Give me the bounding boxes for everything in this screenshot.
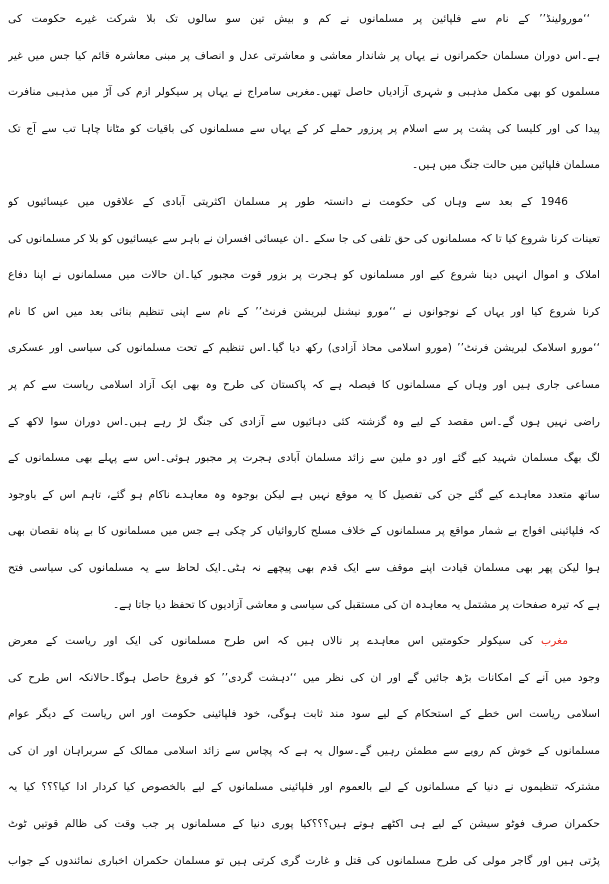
text-line: کہ فلپائینی افواج بے شمار مواقع پر مسلمانوں کے خلاف مسلح کاروائیاں کر چکی ہے جس میں مسلمانوں کا بے پناہ نقصان بھی xyxy=(8,524,600,538)
text-line-rest: کی سیکولر حکومتیں اس معاہدے پر نالاں ہیں کہ اس طرح مسلمانوں کی ایک اور ریاست کے معرض xyxy=(8,634,534,648)
text-line xyxy=(8,623,600,660)
text-line: مسلمانوں کے خوش کم رویے سے مطمئن رہیں گے۔سوال یہ ہے کہ پچاس سے زائد اسلامی ممالک کے سربراہان اور ان کی xyxy=(8,743,600,757)
text-line: ‘‘مورو اسلامک لبریشن فرنٹ’’ (مورو اسلامی محاذ آزادی) رکھ دیا گیا۔اس تنظیم کے تحت مسلمانوں کی سیاسی اور عسکری xyxy=(8,341,600,355)
text-line: املاک و اموال انہیں دینا شروع کیے اور مسلمانوں کو ہجرت پر بزور قوت مجبور کیا۔ان حالات میں مسلمانوں نے اپنا دفاع xyxy=(8,268,600,282)
text-line: ہے کہ تیرہ صفحات پر مشتمل یہ معاہدہ ان کی مستقبل کی سیاسی و معاشی آزادیوں کا تحفظ دیا جاتا ہے۔ xyxy=(112,597,600,611)
text-line: پڑتی ہیں اور گاجر مولی کی طرح مسلمانوں کی قتل و غارت گری کرتی ہیں تو مسلمان حکمران اخباری نمائندوں کے جواب xyxy=(8,853,600,867)
text-line: پیدا کی اور کلیسا کی پشت پر سے اسلام پر پرزور حملے کر کے یہاں سے مسلمانوں کی باقیات کو مٹانا چاہا تب سے آج تک xyxy=(8,121,600,135)
highlighted-word: مغرب xyxy=(541,634,568,648)
text-line: راضی نہیں ہوں گے۔اس مقصد کے لیے وہ گزشتہ کئی دہائیوں سے آزادی کی جنگ لڑ رہے ہیں۔اس دوران سوا لاکھ کے xyxy=(8,414,600,428)
text-line: ‘‘مورولینڈ’’ کے نام سے فلپائین پر مسلمانوں نے کم و بیش تین سو سالوں تک بلا شرکت غیرے حکومت کی xyxy=(8,12,590,25)
paragraph-moroland-history xyxy=(8,1,600,184)
text-line: وجود میں آنے کے امکانات بڑھ جائیں گے اور ان کی نظر میں ‘‘دہشت گردی’’ کو فروغ حاصل ہوگا۔حالانکہ اس طرح کی xyxy=(8,670,600,684)
paragraph-western-reaction xyxy=(8,623,600,879)
text-line: مشترکہ تنظیموں نے دنیا کے مسلمانوں کے لیے بالعموم اور فلپائینی مسلمانوں کے لیے بالخصوص کیا کردار ادا کیا؟؟؟ کیا یہ xyxy=(8,780,600,794)
paragraph-liberation-front xyxy=(8,184,600,623)
text-line: مسلموں کو بھی مکمل مذہبی و شہری آزادیاں حاصل تھیں۔مغربی سامراج نے یہاں پر سیکولر ازم کی آڑ میں مذہبی منافرت xyxy=(8,85,600,99)
text-line: 1946 کے بعد سے وہاں کی حکومت نے دانستہ طور پر مسلمان اکثریتی آبادی کے علاقوں میں عیسائیوں کو xyxy=(8,194,568,208)
text-line: ہوا لیکن پھر بھی مسلمان قیادت اپنے موقف سے ایک قدم بھی پیچھے نہ ہٹی۔ایک لحاظ سے یہ مسلمانوں کی سیاسی فتح xyxy=(8,560,600,574)
text-line: اسلامی ریاست اس خطے کے استحکام کے لیے سود مند ثابت ہوگی، خود فلپائینی حکومت اور اس ریاست کے دیگر عوام xyxy=(8,707,600,721)
text-line: مسلمان فلپائین میں حالت جنگ میں ہیں۔ xyxy=(411,158,600,172)
text-line: کرنا شروع کیا اور یہاں کے نوجوانوں نے ‘‘مورو نیشنل لبریشن فرنٹ’’ کے نام سے اپنی تنظیم بنائی بعد میں اس کا نام xyxy=(8,304,600,318)
text-line: لگ بھگ مسلمان شہید کیے گئے اور دو ملین سے زائد مسلمان آبادی ہجرت پر مجبور ہوئی۔اس سے پہلے بھی مسلمانوں کے xyxy=(8,451,600,465)
text-line: ہے۔اس دوران مسلمان حکمرانوں نے یہاں پر شاندار معاشی و معاشرتی عدل و انصاف پر مبنی معاشرہ قائم کیا جس میں غیر xyxy=(8,48,600,62)
text-line: تعینات کرنا شروع کیا تا کہ مسلمانوں کی حق تلفی کی جا سکے ۔ان عیسائی افسران نے باہر سے عیسائیوں کو بلا کر مسلمانوں کی xyxy=(8,231,600,245)
text-line: مساعی جاری ہیں اور وہاں کے مسلمانوں کا فیصلہ ہے کہ پاکستان کی طرح وہ بھی ایک آزاد اسلامی ریاست سے کم پر xyxy=(8,377,600,391)
text-line: حکمران صرف فوٹو سیشن کے لیے ہی اکٹھے ہوتے ہیں؟؟؟کیا پوری دنیا کے مسلمانوں پر جب وقت کی ظالم قوتیں ٹوٹ xyxy=(8,817,600,831)
text-line: ساتھ متعدد معاہدے کیے گئے جن کی تفصیل کا یہ موقع نہیں ہے لیکن بوجوہ وہ معاہدے ناکام ہو گئے، تاہم اس کے باوجود xyxy=(8,487,600,501)
